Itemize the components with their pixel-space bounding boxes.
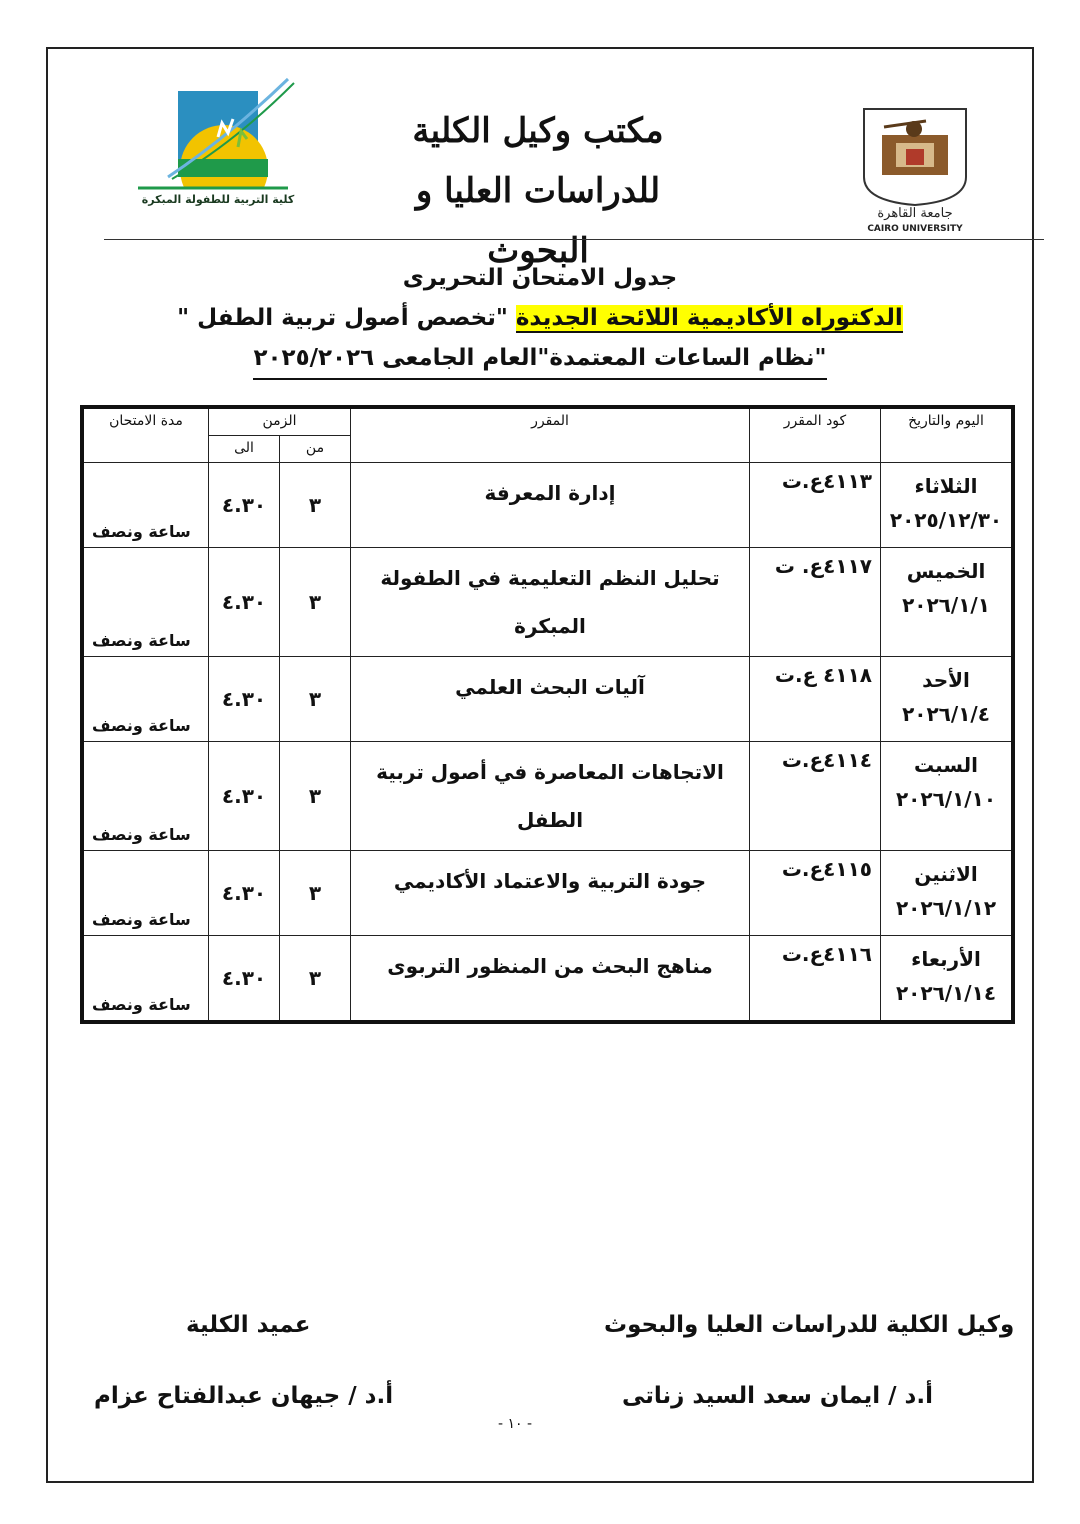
from-cell: ٣	[280, 548, 351, 657]
svg-text:جامعة القاهرة: جامعة القاهرة	[877, 206, 953, 221]
course-cell: جودة التربية والاعتماد الأكاديمي	[351, 851, 750, 936]
code-cell: ٤١١٧ع. ت	[750, 548, 881, 657]
duration-cell: ساعة ونصف	[82, 463, 209, 548]
header-duration: مدة الامتحان	[82, 407, 209, 463]
office-title	[408, 101, 668, 281]
course-cell: آليات البحث العلمي	[351, 657, 750, 742]
title-line2-highlight: الدكتوراه الأكاديمية اللائحة الجديدة	[515, 305, 903, 331]
code-cell: ٤١١٨ ع.ت	[750, 657, 881, 742]
day-cell: الثلاثاء ٢٠٢٥/١٢/٣٠	[881, 463, 1014, 548]
day-cell: الاثنين ٢٠٢٦/١/١٢	[881, 851, 1014, 936]
title-line1: جدول الامتحان التحريرى	[402, 265, 678, 291]
from-cell: ٣	[280, 742, 351, 851]
faculty-logo	[138, 77, 298, 207]
day-cell: السبت ٢٠٢٦/١/١٠	[881, 742, 1014, 851]
header-from: من	[280, 436, 351, 463]
code-cell: ٤١١٦ع.ت	[750, 936, 881, 1023]
table-row	[82, 936, 1013, 1023]
table-row	[82, 657, 1013, 742]
office-line1: مكتب وكيل الكلية	[412, 111, 664, 151]
course-cell: الاتجاهات المعاصرة في أصول تربية الطفل	[351, 742, 750, 851]
to-cell: ٤.٣٠	[209, 936, 280, 1023]
table-row	[82, 742, 1013, 851]
header-day: اليوم والتاريخ	[881, 407, 1014, 463]
to-cell: ٤.٣٠	[209, 742, 280, 851]
cairo-university-logo	[856, 105, 974, 235]
code-cell: ٤١١٥ع.ت	[750, 851, 881, 936]
from-cell: ٣	[280, 851, 351, 936]
header-code: كود المقرر	[750, 407, 881, 463]
svg-text:كلية التربية للطفولة المبكرة: كلية التربية للطفولة المبكرة	[141, 193, 295, 206]
dean-title: عميد الكلية	[186, 1312, 311, 1338]
svg-text:CAIRO UNIVERSITY: CAIRO UNIVERSITY	[867, 224, 963, 234]
duration-cell: ساعة ونصف	[82, 742, 209, 851]
to-cell: ٤.٣٠	[209, 548, 280, 657]
title-line2	[0, 298, 1080, 338]
header-time: الزمن	[209, 407, 351, 436]
header-course: المقرر	[351, 407, 750, 463]
exam-schedule-table	[80, 405, 1015, 1024]
code-cell: ٤١١٣ع.ت	[750, 463, 881, 548]
page-number: - ١٠ -	[498, 1416, 533, 1432]
header-divider	[104, 239, 1044, 240]
title-line3: "نظام الساعات المعتمدة"العام الجامعى ٢٠٢٥/٢٠٢٦	[253, 338, 826, 380]
course-cell: مناهج البحث من المنظور التربوى	[351, 936, 750, 1023]
vice-dean-title: وكيل الكلية للدراسات العليا والبحوث	[604, 1312, 1015, 1338]
day-cell: الخميس ٢٠٢٦/١/١	[881, 548, 1014, 657]
header-to: الى	[209, 436, 280, 463]
dean-name: أ.د / جيهان عبدالفتاح عزام	[94, 1383, 394, 1409]
header	[48, 49, 1032, 271]
duration-cell: ساعة ونصف	[82, 936, 209, 1023]
day-cell: الأحد ٢٠٢٦/١/٤	[881, 657, 1014, 742]
to-cell: ٤.٣٠	[209, 851, 280, 936]
duration-cell: ساعة ونصف	[82, 548, 209, 657]
from-cell: ٣	[280, 936, 351, 1023]
to-cell: ٤.٣٠	[209, 463, 280, 548]
from-cell: ٣	[280, 463, 351, 548]
from-cell: ٣	[280, 657, 351, 742]
course-cell: تحليل النظم التعليمية في الطفولة المبكرة	[351, 548, 750, 657]
table-row	[82, 463, 1013, 548]
title-line2-rest: "تخصص أصول تربية الطفل "	[177, 305, 516, 331]
table-row	[82, 851, 1013, 936]
course-cell: إدارة المعرفة	[351, 463, 750, 548]
table-row	[82, 548, 1013, 657]
table-header-row	[82, 407, 1013, 436]
titles	[0, 258, 1080, 380]
to-cell: ٤.٣٠	[209, 657, 280, 742]
duration-cell: ساعة ونصف	[82, 851, 209, 936]
office-line2: للدراسات العليا و البحوث	[415, 171, 661, 271]
code-cell: ٤١١٤ع.ت	[750, 742, 881, 851]
duration-cell: ساعة ونصف	[82, 657, 209, 742]
vice-dean-name: أ.د / ايمان سعد السيد زناتى	[622, 1383, 933, 1409]
day-cell: الأربعاء ٢٠٢٦/١/١٤	[881, 936, 1014, 1023]
